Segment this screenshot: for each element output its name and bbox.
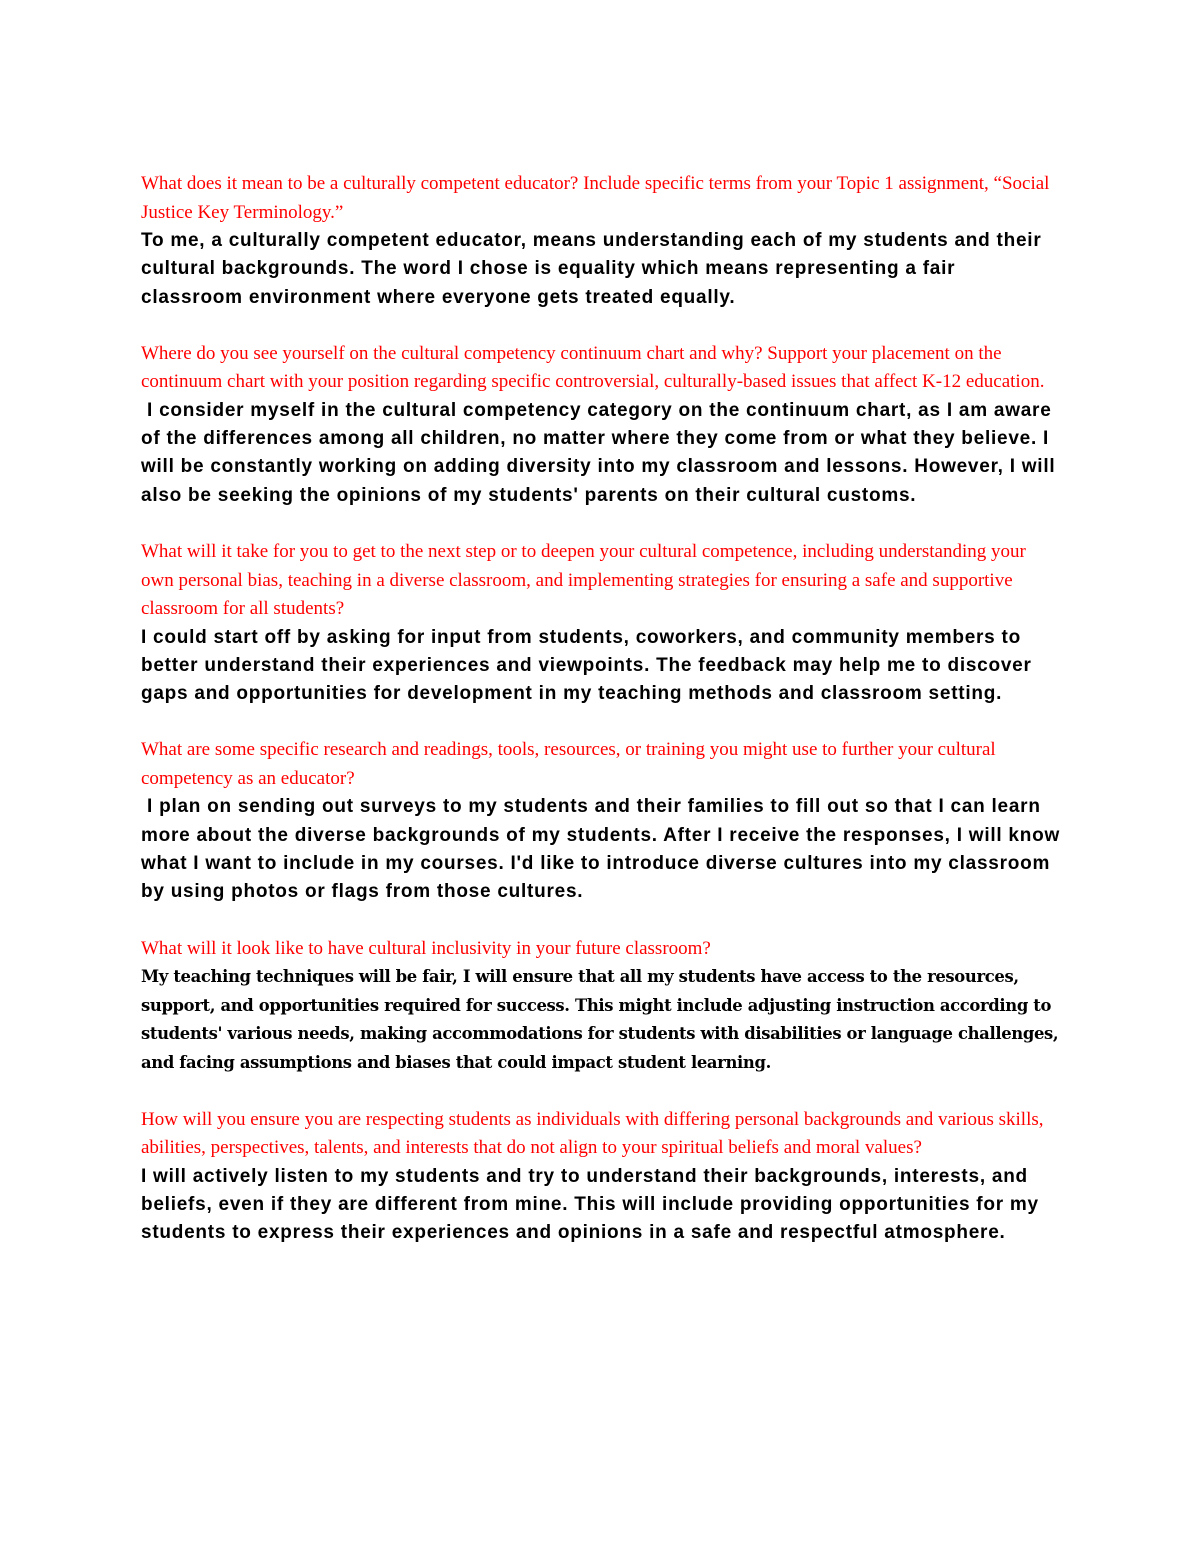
answer-text: I will actively listen to my students and try to understand their backgrounds, interests, and beliefs, even if they are different from mine. This will include providing opportunities for my students to express their experiences and opinions in a safe and respectful atmosphere. [141, 1165, 1045, 1244]
question-text: How will you ensure you are respecting students as individuals with differing personal backgrounds and various skills, abilities, perspectives, talents, and interests that do not align to your spiritual beliefs and moral values? [141, 1108, 1049, 1159]
answer-text: I consider myself in the cultural competency category on the continuum chart, as I am aware of the differences among all children, no matter where they come from or what they believe. I will be constantly working on adding diversity into my classroom and lessons. However, I will also be seeking the opinions of my students' parents on their cultural customs. [141, 399, 1062, 506]
answer-text: I plan on sending out surveys to my students and their families to fill out so that I can learn more about the diverse backgrounds of my students. After I receive the responses, I will know what I want to include in my courses. I'd like to introduce diverse cultures into my classroom by using photos or flags from those cultures. [141, 796, 1067, 903]
question-text: What will it look like to have cultural inclusivity in your future classroom? [141, 937, 711, 959]
answer-text: I could start off by asking for input from students, coworkers, and community members to better understand their experiences and viewpoints. The feedback may help me to discover gaps and opportunities for development in my teaching methods and classroom setting. [141, 626, 1038, 705]
qa-section-6 [141, 1106, 1063, 1248]
qa-section-2 [141, 340, 1063, 510]
question-text: What are some specific research and readings, tools, resources, or training you might use to further your cultural competency as an educator? [141, 739, 1001, 789]
document-body [141, 170, 1067, 1275]
answer-text: My teaching techniques will be fair, I will ensure that all my students have access to the resources, support, and opportunities required for success. This might include adjusting instruction according to students' various needs, making accommodations for students with disabilities or language challenges, and facing assumptions and biases that could impact student learning. [141, 967, 1064, 1072]
question-text: Where do you see yourself on the cultural competency continuum chart and why? Support your placement on the continuum chart with your position regarding specific controversial, culturally-based issues that affect K-12 education. [141, 342, 1045, 393]
qa-section-4 [141, 736, 1067, 906]
qa-section-1 [141, 170, 1063, 312]
qa-section-3 [141, 538, 1063, 708]
answer-text: To me, a culturally competent educator, means understanding each of my students and their cultural backgrounds. The word I chose is equality which means representing a fair classroom environment where everyone gets treated equally. [141, 230, 1048, 308]
question-text: What does it mean to be a culturally competent educator? Include specific terms from your Topic 1 assignment, “Social Justice Key Terminology.” [141, 173, 1055, 223]
qa-section-5 [141, 935, 1063, 1078]
question-text: What will it take for you to get to the next step or to deepen your cultural competence, including understanding your own personal bias, teaching in a diverse classroom, and implementing strategies for ensuring a safe and supportive classroom for all students? [141, 541, 1031, 620]
